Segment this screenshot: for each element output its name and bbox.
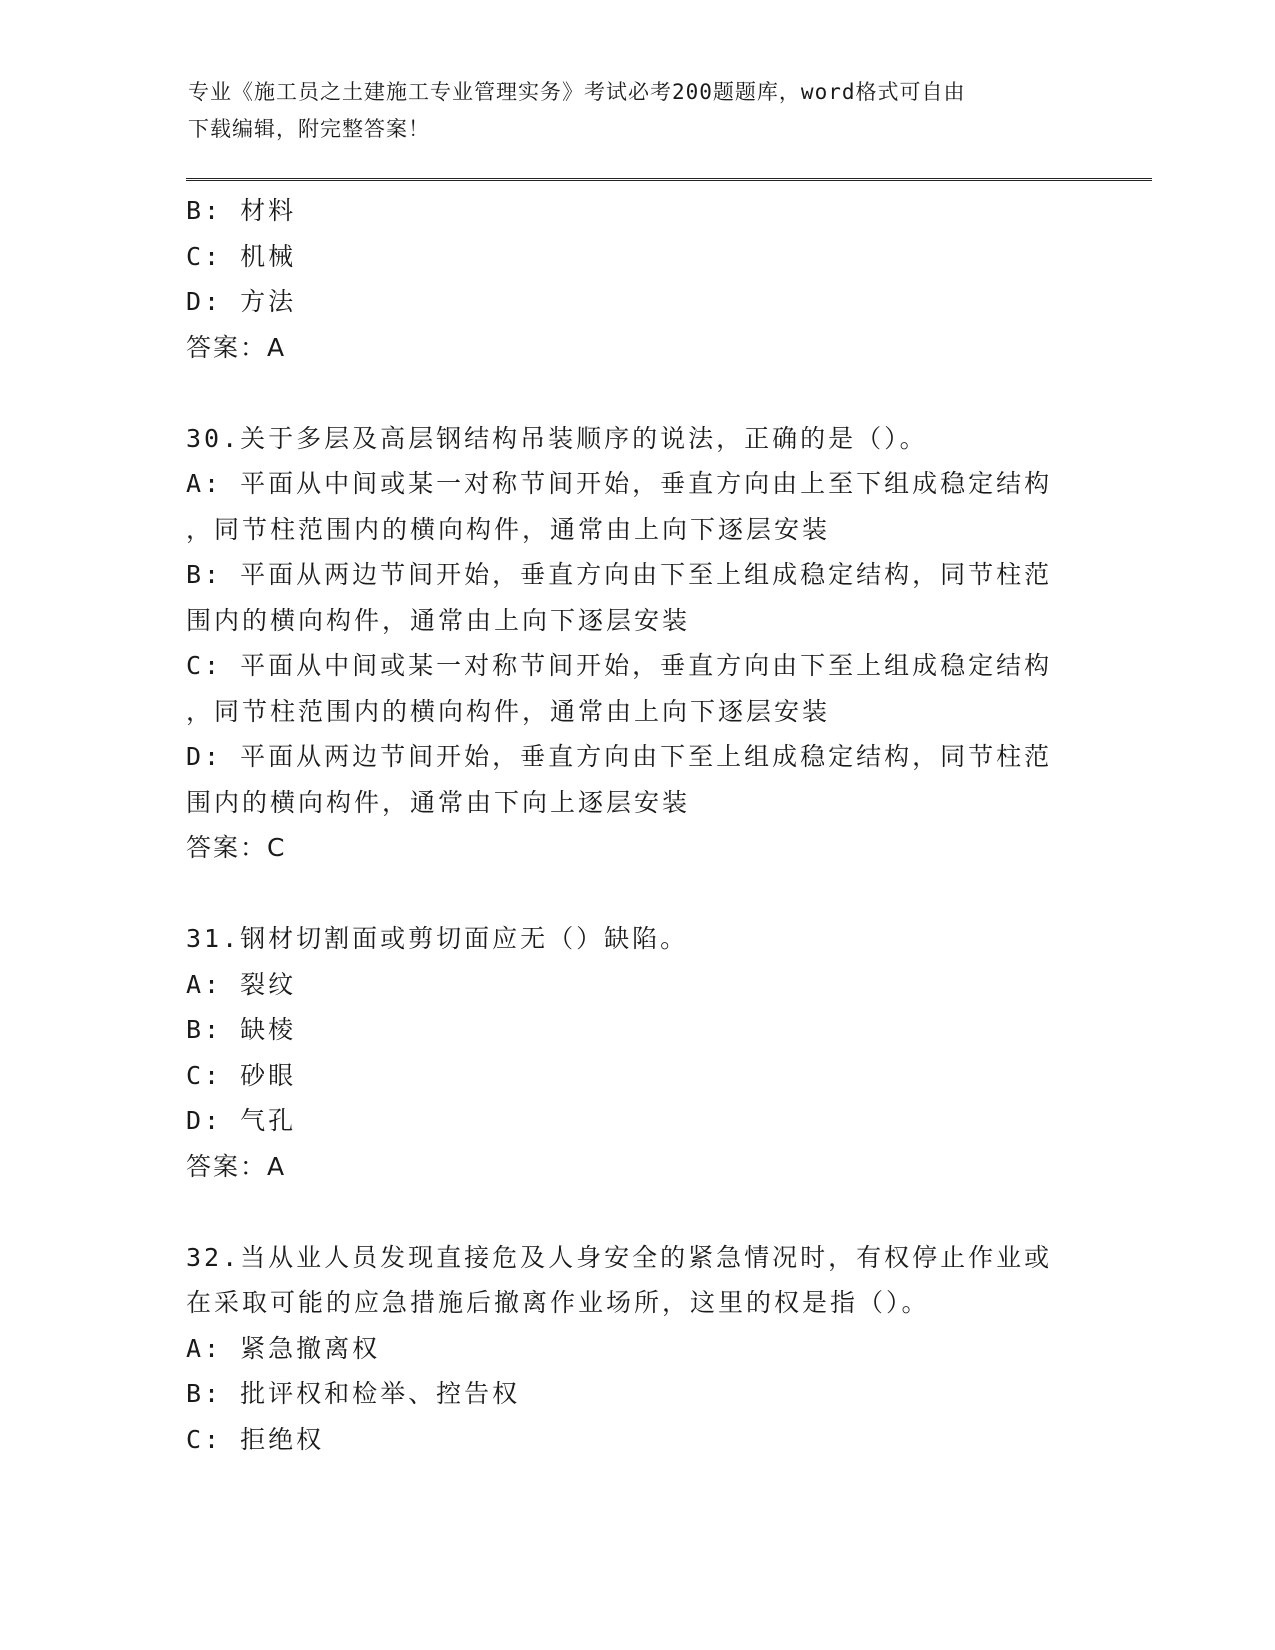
option-a: A: 紧急撤离权 — [186, 1333, 381, 1363]
question-31 — [186, 916, 1086, 1189]
header-line-1: 专业《施工员之土建施工专业管理实务》考试必考200题题库，word格式可自由 — [188, 80, 966, 104]
answer: 答案：C — [186, 833, 287, 862]
option-c: C: 砂眼 — [186, 1060, 297, 1090]
option-d: D: 气孔 — [186, 1106, 297, 1135]
option-a-line-1: A: 平面从中间或某一对称节间开始，垂直方向由上至下组成稳定结构 — [186, 469, 1053, 498]
answer: 答案：A — [186, 332, 287, 362]
header-divider — [186, 178, 1152, 181]
spacer — [186, 370, 1086, 416]
question-30 — [186, 416, 1086, 871]
option-a-line-2: ，同节柱范围内的横向构件，通常由上向下逐层安装 — [186, 514, 831, 544]
spacer — [186, 1189, 1086, 1235]
option-c: C: 拒绝权 — [186, 1424, 325, 1454]
option-d-line-1: D: 平面从两边节间开始，垂直方向由下至上组成稳定结构，同节柱范 — [186, 742, 1053, 771]
option-b-line-2: 围内的横向构件，通常由上向下逐层安装 — [186, 605, 691, 635]
prev-question — [186, 188, 1086, 370]
option-a: A: 裂纹 — [186, 969, 297, 999]
question-stem-line-2: 在采取可能的应急措施后撤离作业场所，这里的权是指（）。 — [186, 1288, 930, 1317]
header-line-2: 下载编辑，附完整答案！ — [188, 117, 430, 141]
question-stem: 30.关于多层及高层钢结构吊装顺序的说法，正确的是（）。 — [186, 423, 928, 453]
question-stem: 31.钢材切割面或剪切面应无（）缺陷。 — [186, 924, 689, 953]
option-b: B: 材料 — [186, 196, 297, 225]
spacer — [186, 871, 1086, 917]
option-d-line-2: 围内的横向构件，通常由下向上逐层安装 — [186, 787, 691, 817]
page-header — [188, 74, 1088, 148]
option-d: D: 方法 — [186, 287, 297, 316]
option-c-line-1: C: 平面从中间或某一对称节间开始，垂直方向由下至上组成稳定结构 — [186, 651, 1053, 680]
question-32 — [186, 1235, 1086, 1463]
option-b-line-1: B: 平面从两边节间开始，垂直方向由下至上组成稳定结构，同节柱范 — [186, 560, 1053, 589]
question-stem-line-1: 32.当从业人员发现直接危及人身安全的紧急情况时，有权停止作业或 — [186, 1242, 1053, 1272]
option-b: B: 批评权和检举、控告权 — [186, 1379, 521, 1408]
option-c-line-2: ，同节柱范围内的横向构件，通常由上向下逐层安装 — [186, 696, 831, 726]
option-c: C: 机械 — [186, 241, 297, 271]
answer: 答案：A — [186, 1151, 287, 1181]
document-body — [186, 188, 1086, 1462]
option-b: B: 缺棱 — [186, 1015, 297, 1044]
